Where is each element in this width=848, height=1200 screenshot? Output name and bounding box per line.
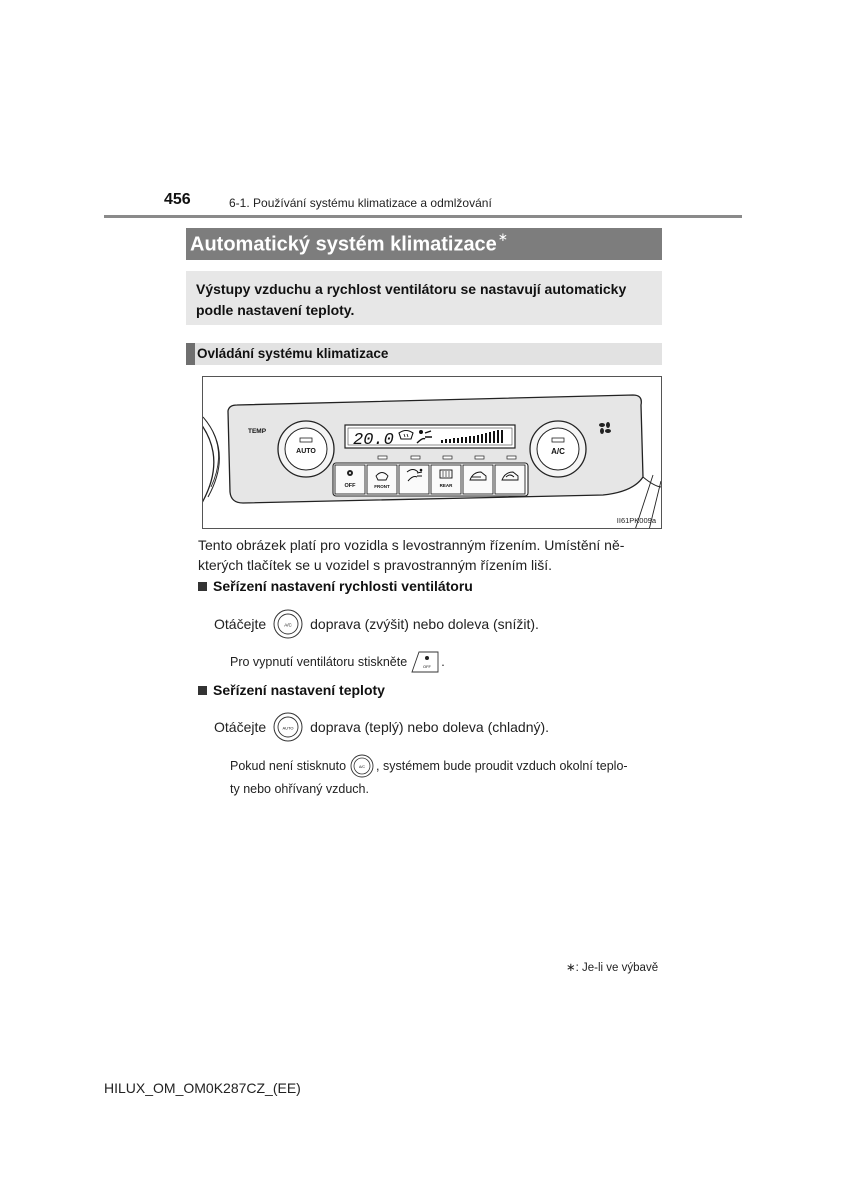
off-button-icon <box>411 651 439 673</box>
fan-off-button[interactable] <box>335 465 365 494</box>
running-header: 6-1. Používání systému klimatizace a odmlžování <box>229 196 492 210</box>
subsection-title: Ovládání systému klimatizace <box>197 346 389 361</box>
summary-box: Výstupy vzduchu a rychlost ventilátoru se nastavují automaticky podle nastavení teploty. <box>186 271 662 325</box>
climate-display <box>345 425 515 450</box>
section-title <box>190 232 508 257</box>
figure-id: II61PK009a <box>616 516 656 525</box>
control-panel-illustration <box>203 377 662 529</box>
ac-knob-label: A/C <box>551 447 565 456</box>
fan-off-note <box>230 651 445 673</box>
rear-button-label: REAR <box>439 483 453 488</box>
auto-knob-icon <box>273 712 303 742</box>
temperature-heading-text: Seřízení nastavení teploty <box>213 682 385 698</box>
ac-knob-icon-label: A/C <box>284 622 292 628</box>
front-defroster-button[interactable] <box>367 465 397 494</box>
off-button-label: OFF <box>344 483 356 489</box>
figure-caption: Tento obrázek platí pro vozidla s levostranným řízením. Umístění ně-kterých tlačítek se u vozidel s pravostranným řízením liší. <box>198 537 625 573</box>
control-panel-figure <box>202 376 662 529</box>
note-period: . <box>441 655 445 669</box>
header-rule <box>104 215 742 218</box>
temperature-note <box>230 754 670 800</box>
fan-speed-heading <box>198 578 473 594</box>
bullet-square <box>198 686 207 695</box>
instruction-text: doprava (zvýšit) nebo doleva (snížit). <box>310 616 539 632</box>
temperature-instruction <box>214 712 549 742</box>
display-temperature: 20.0 <box>353 431 394 450</box>
recirculation-button[interactable] <box>495 465 525 494</box>
temperature-heading <box>198 682 385 698</box>
footnote: ∗: Je-li ve výbavě <box>566 962 659 974</box>
instruction-text: doprava (teplý) nebo doleva (chladný). <box>310 719 550 735</box>
bullet-square <box>198 582 207 591</box>
temp-label: TEMP <box>248 428 267 435</box>
fan-speed-instruction <box>214 609 539 639</box>
note-text: Pokud není stisknuto <box>230 759 347 773</box>
rear-defogger-button[interactable] <box>431 465 461 494</box>
instruction-verb: Otáčejte <box>214 719 267 735</box>
off-button-icon-label: OFF <box>423 664 432 669</box>
ac-knob-icon <box>273 609 303 639</box>
ac-fan-knob[interactable] <box>530 421 586 477</box>
temperature-note-line1 <box>230 754 670 778</box>
page-number: 456 <box>164 191 191 208</box>
instruction-verb: Otáčejte <box>214 616 267 632</box>
subsection-bar <box>186 343 662 365</box>
fresh-air-button[interactable] <box>463 465 493 494</box>
airflow-mode-button[interactable] <box>399 465 429 494</box>
optional-equipment-mark: ∗ <box>497 230 508 244</box>
ac-knob-small-icon-label: A/C <box>359 765 366 769</box>
footer-document-code: HILUX_OM_OM0K287CZ_(EE) <box>104 1080 301 1096</box>
front-button-label: FRONT <box>374 484 390 489</box>
auto-knob-icon-label: AUTO <box>282 725 294 731</box>
ac-knob-small-icon <box>350 754 374 778</box>
fan-speed-heading-text: Seřízení nastavení rychlosti ventilátoru <box>213 578 473 594</box>
auto-knob-label: AUTO <box>296 448 316 455</box>
section-title-bar <box>186 228 662 260</box>
note-text-continued: , systémem bude proudit vzduch okolní teplo- <box>376 759 628 773</box>
auto-temperature-knob[interactable] <box>278 421 334 477</box>
section-title-text: Automatický systém klimatizace <box>190 233 497 256</box>
temperature-note-line2: ty nebo ohřívaný vzduch. <box>230 782 369 796</box>
note-text: Pro vypnutí ventilátoru stiskněte <box>230 655 408 669</box>
